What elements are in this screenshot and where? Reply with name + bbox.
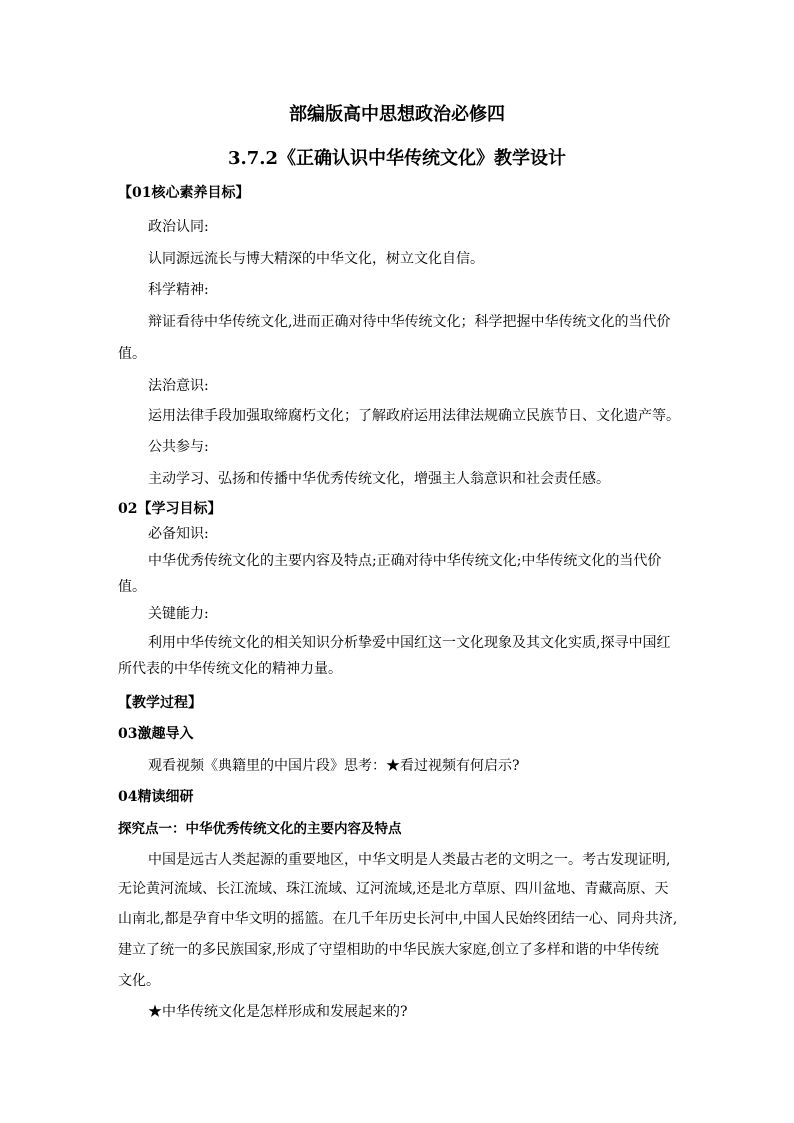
goal-text-science-cont: 值。 bbox=[118, 346, 146, 362]
learn-label-knowledge: 必备知识: bbox=[148, 526, 209, 542]
paragraph-line: 无论黄河流域、长江流域、珠江流域、辽河流域,还是北方草原、四川盆地、青藏高原、天 bbox=[118, 881, 669, 897]
goal-text-political: 认同源远流长与博大精深的中华文化，树立文化自信。 bbox=[148, 251, 484, 267]
subheading-intro: 03激趣导入 bbox=[118, 726, 194, 742]
explore-point-heading: 探究点一：中华优秀传统文化的主要内容及特点 bbox=[118, 821, 402, 837]
goal-label-participation: 公共参与: bbox=[148, 439, 209, 455]
learn-text-ability-cont: 所代表的中华传统文化的精神力量。 bbox=[118, 661, 342, 677]
intro-text: 观看视频《典籍里的中国片段》思考：★看过视频有何启示? bbox=[148, 758, 520, 774]
subheading-study: 04精读细研 bbox=[118, 789, 194, 805]
document-subtitle: 3.7.2《正确认识中华传统文化》教学设计 bbox=[227, 148, 567, 169]
learn-text-knowledge: 中华优秀传统文化的主要内容及特点;正确对待中华传统文化;中华传统文化的当代价 bbox=[148, 553, 662, 569]
document-title: 部编版高中思想政治必修四 bbox=[289, 104, 505, 125]
learn-text-ability: 利用中华传统文化的相关知识分析挚爱中国红这一文化现象及其文化实质,探寻中国红 bbox=[148, 635, 671, 651]
section-heading-process: 【教学过程】 bbox=[118, 695, 202, 711]
learn-label-ability: 关键能力: bbox=[148, 606, 209, 622]
paragraph-line: 山南北,都是孕育中华文明的摇篮。在几千年历史长河中,中国人民始终团结一心、同舟共济, bbox=[118, 911, 678, 927]
section-heading-core-goals: 【01核心素养目标】 bbox=[118, 185, 250, 201]
paragraph-line: 中国是远古人类起源的重要地区，中华文明是人类最古老的文明之一。考古发现证明, bbox=[148, 852, 671, 868]
paragraph-line: 建立了统一的多民族国家,形成了守望相助的中华民族大家庭,创立了多样和谐的中华传统 bbox=[118, 942, 659, 958]
paragraph-line: 文化。 bbox=[118, 973, 160, 989]
goal-label-law: 法治意识: bbox=[148, 378, 209, 394]
question-text: ★中华传统文化是怎样形成和发展起来的? bbox=[148, 1004, 408, 1020]
goal-label-political: 政治认同: bbox=[148, 219, 209, 235]
goal-label-science: 科学精神: bbox=[148, 282, 209, 298]
goal-text-science: 辩证看待中华传统文化,进而正确对待中华传统文化；科学把握中华传统文化的当代价 bbox=[148, 314, 671, 330]
section-heading-learning-goals: 02【学习目标】 bbox=[118, 501, 222, 517]
goal-text-participation: 主动学习、弘扬和传播中华优秀传统文化，增强主人翁意识和社会责任感。 bbox=[148, 471, 610, 487]
goal-text-law: 运用法律手段加强取缔腐朽文化；了解政府运用法律法规确立民族节日、文化遗产等。 bbox=[148, 408, 680, 424]
learn-text-knowledge-cont: 值。 bbox=[118, 579, 146, 595]
